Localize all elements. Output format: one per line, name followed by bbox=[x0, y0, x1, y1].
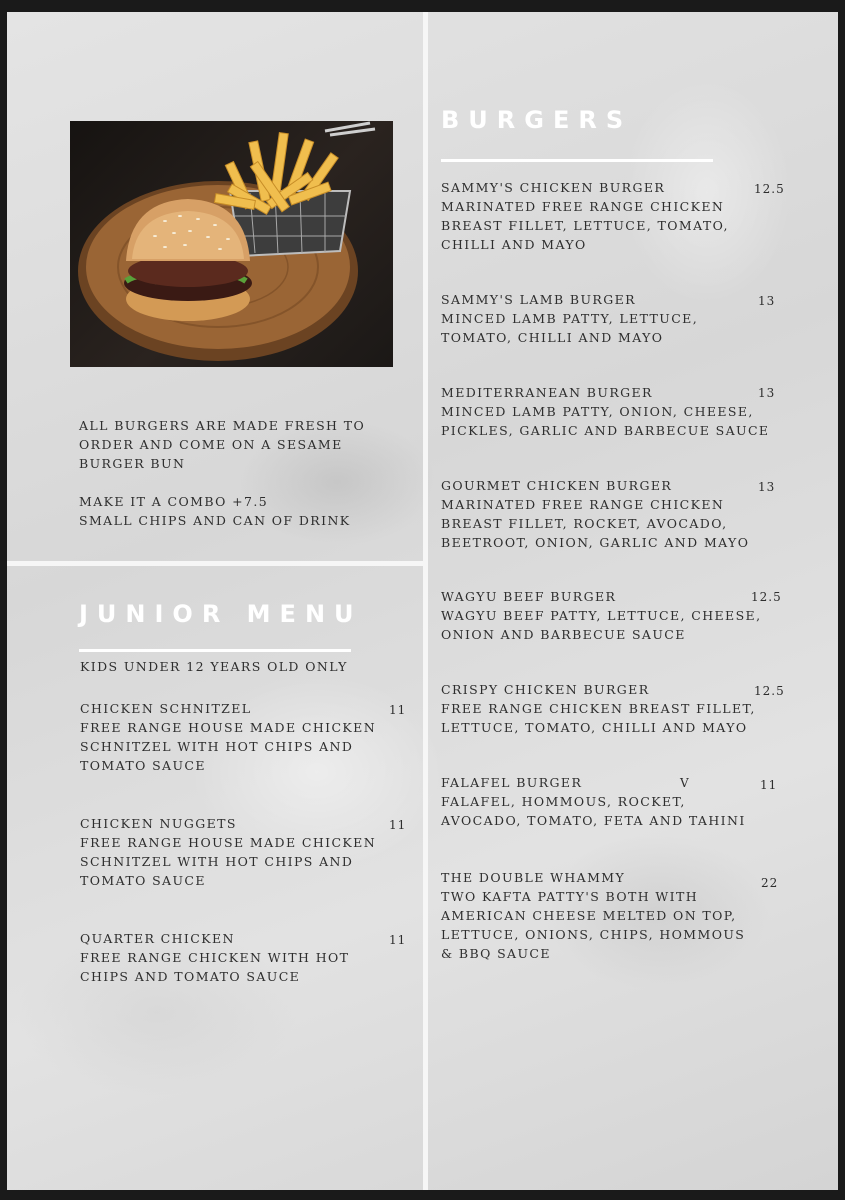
burger-item bbox=[441, 178, 729, 254]
item-desc: FALAFEL, HOMMOUS, ROCKET, bbox=[441, 794, 686, 809]
item-price: 13 bbox=[758, 386, 776, 400]
junior-menu-heading: JUNIOR MENU bbox=[79, 600, 363, 628]
item-desc: FREE RANGE HOUSE MADE CHICKEN bbox=[80, 720, 377, 735]
item-price: 12.5 bbox=[754, 182, 785, 196]
item-desc: BREAST FILLET, LETTUCE, TOMATO, bbox=[441, 218, 729, 233]
item-desc: SCHNITZEL WITH HOT CHIPS AND bbox=[80, 854, 354, 869]
item-price: 12.5 bbox=[754, 684, 785, 698]
info-line: ALL BURGERS ARE MADE FRESH TO bbox=[79, 418, 366, 433]
item-price: 11 bbox=[389, 933, 407, 947]
item-name: WAGYU BEEF BURGER bbox=[441, 589, 617, 604]
burger-photo bbox=[70, 121, 393, 367]
burger-item bbox=[441, 868, 745, 963]
item-desc: CHIPS AND TOMATO SAUCE bbox=[80, 969, 301, 984]
burger-item bbox=[441, 773, 746, 830]
item-desc: AMERICAN CHEESE MELTED ON TOP, bbox=[441, 908, 737, 923]
item-desc: LETTUCE, ONIONS, CHIPS, HOMMOUS bbox=[441, 927, 746, 942]
burgers-heading: BURGERS bbox=[441, 106, 633, 134]
item-desc: LETTUCE, TOMATO, CHILLI AND MAYO bbox=[441, 720, 748, 735]
vertical-divider bbox=[423, 12, 428, 1190]
item-name: CHICKEN NUGGETS bbox=[80, 816, 237, 831]
burger-item bbox=[441, 383, 769, 440]
menu-page bbox=[7, 12, 838, 1190]
item-desc: PICKLES, GARLIC AND BARBECUE SAUCE bbox=[441, 423, 770, 438]
item-price: 13 bbox=[758, 480, 776, 494]
info-text bbox=[79, 416, 365, 530]
item-desc: BEETROOT, ONION, GARLIC AND MAYO bbox=[441, 535, 750, 550]
burger-item bbox=[441, 476, 749, 552]
combo-line: MAKE IT A COMBO +7.5 bbox=[79, 494, 269, 509]
burger-item bbox=[441, 587, 761, 644]
item-desc: AVOCADO, TOMATO, FETA AND TAHINI bbox=[441, 813, 746, 828]
item-desc: WAGYU BEEF PATTY, LETTUCE, CHEESE, bbox=[441, 608, 762, 623]
item-name: SAMMY'S CHICKEN BURGER bbox=[441, 180, 666, 195]
item-price: 12.5 bbox=[751, 590, 782, 604]
combo-line: SMALL CHIPS AND CAN OF DRINK bbox=[79, 513, 351, 528]
item-name: CRISPY CHICKEN BURGER bbox=[441, 682, 650, 697]
item-name: SAMMY'S LAMB BURGER bbox=[441, 292, 636, 307]
item-desc: MARINATED FREE RANGE CHICKEN bbox=[441, 199, 725, 214]
item-name: GOURMET CHICKEN BURGER bbox=[441, 478, 673, 493]
burger-item bbox=[441, 290, 698, 347]
item-name: THE DOUBLE WHAMMY bbox=[441, 870, 626, 885]
item-desc: TWO KAFTA PATTY'S BOTH WITH bbox=[441, 889, 699, 904]
item-price: 11 bbox=[760, 778, 778, 792]
item-desc: ONION AND BARBECUE SAUCE bbox=[441, 627, 686, 642]
horizontal-divider bbox=[7, 561, 425, 566]
junior-item bbox=[80, 699, 376, 775]
item-name: MEDITERRANEAN BURGER bbox=[441, 385, 653, 400]
item-price: 11 bbox=[389, 703, 407, 717]
item-desc: MARINATED FREE RANGE CHICKEN bbox=[441, 497, 725, 512]
item-name: FALAFEL BURGER bbox=[441, 775, 583, 790]
item-desc: TOMATO SAUCE bbox=[80, 758, 206, 773]
item-desc: TOMATO SAUCE bbox=[80, 873, 206, 888]
item-desc: SCHNITZEL WITH HOT CHIPS AND bbox=[80, 739, 354, 754]
item-price: 22 bbox=[761, 876, 779, 890]
item-price: 13 bbox=[758, 294, 776, 308]
item-desc: CHILLI AND MAYO bbox=[441, 237, 587, 252]
junior-item bbox=[80, 814, 376, 890]
burger-item bbox=[441, 680, 756, 737]
junior-heading-rule bbox=[79, 649, 351, 652]
info-line: ORDER AND COME ON A SESAME bbox=[79, 437, 343, 452]
item-name: CHICKEN SCHNITZEL bbox=[80, 701, 252, 716]
junior-item bbox=[80, 929, 349, 986]
item-desc: FREE RANGE CHICKEN WITH HOT bbox=[80, 950, 350, 965]
item-desc: & BBQ SAUCE bbox=[441, 946, 551, 961]
item-desc: FREE RANGE HOUSE MADE CHICKEN bbox=[80, 835, 377, 850]
burgers-heading-rule bbox=[441, 159, 713, 162]
vegetarian-tag: V bbox=[680, 776, 690, 790]
info-line: BURGER BUN bbox=[79, 456, 186, 471]
item-price: 11 bbox=[389, 818, 407, 832]
item-desc: MINCED LAMB PATTY, LETTUCE, bbox=[441, 311, 699, 326]
item-desc: MINCED LAMB PATTY, ONION, CHEESE, bbox=[441, 404, 754, 419]
item-name: QUARTER CHICKEN bbox=[80, 931, 235, 946]
item-desc: FREE RANGE CHICKEN BREAST FILLET, bbox=[441, 701, 756, 716]
item-desc: TOMATO, CHILLI AND MAYO bbox=[441, 330, 664, 345]
item-desc: BREAST FILLET, ROCKET, AVOCADO, bbox=[441, 516, 728, 531]
junior-subtitle: KIDS UNDER 12 YEARS OLD ONLY bbox=[80, 659, 348, 674]
